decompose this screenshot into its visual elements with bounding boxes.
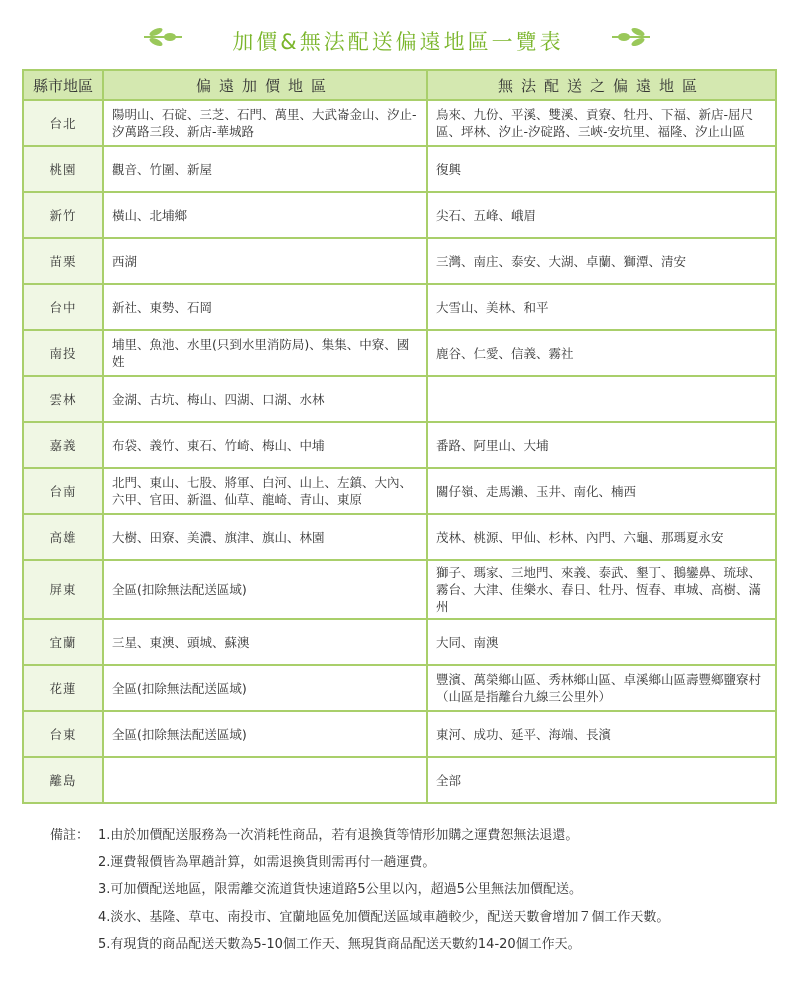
note-item — [50, 935, 780, 962]
remote-cell: 全區(扣除無法配送區域) — [103, 711, 427, 757]
note-text: 1.由於加價配送服務為一次消耗性商品，若有退換貨等情形加購之運費恕無法退還。 — [98, 828, 579, 843]
remote-cell: 橫山、北埔鄉 — [103, 192, 427, 238]
header-region: 縣市地區 — [23, 70, 103, 100]
table-row — [23, 100, 776, 146]
no-delivery-cell: 番路、阿里山、大埔 — [427, 422, 776, 468]
delivery-table — [22, 69, 777, 804]
header-remote-surcharge: 偏遠加價地區 — [103, 70, 427, 100]
no-delivery-cell: 關仔嶺、走馬瀨、玉井、南化、楠西 — [427, 468, 776, 514]
no-delivery-cell: 大雪山、美林、和平 — [427, 284, 776, 330]
region-cell: 台中 — [23, 284, 103, 330]
note-text: 3.可加價配送地區，限需離交流道貨快速道路5公里以內，超過5公里無法加價配送。 — [98, 882, 582, 898]
remote-cell: 新社、東勢、石岡 — [103, 284, 427, 330]
region-cell: 宜蘭 — [23, 619, 103, 665]
table-row — [23, 284, 776, 330]
no-delivery-cell: 三灣、南庄、泰安、大湖、卓蘭、獅潭、清安 — [427, 238, 776, 284]
note-text: 4.淡水、基隆、草屯、南投市、宜蘭地區免加價配送區域車趟較少，配送天數會增加７個工作天數。 — [98, 909, 670, 925]
no-delivery-cell — [427, 376, 776, 422]
region-cell: 台南 — [23, 468, 103, 514]
note-text: 2.運費報價皆為單趟計算，如需退換貨則需再付一趟運費。 — [98, 855, 436, 871]
no-delivery-cell: 鹿谷、仁愛、信義、霧社 — [427, 330, 776, 376]
remote-cell: 全區(扣除無法配送區域) — [103, 560, 427, 619]
table-row — [23, 376, 776, 422]
remote-cell: 觀音、竹圍、新屋 — [103, 146, 427, 192]
table-row — [23, 514, 776, 560]
table-row — [23, 330, 776, 376]
region-cell: 南投 — [23, 330, 103, 376]
no-delivery-cell: 大同、南澳 — [427, 619, 776, 665]
no-delivery-cell: 獅子、瑪家、三地門、來義、泰武、墾丁、鵝鑾鼻、琉球、霧台、大津、佳樂水、春日、牡丹、恆春、車城、高樹、滿州 — [427, 560, 776, 619]
leaf-ornament-right-icon — [610, 26, 652, 48]
notes-section — [50, 826, 780, 962]
remote-cell: 布袋、義竹、東石、竹崎、梅山、中埔 — [103, 422, 427, 468]
header-no-delivery: 無法配送之偏遠地區 — [427, 70, 776, 100]
table-header-row — [23, 70, 776, 100]
no-delivery-cell: 全部 — [427, 757, 776, 803]
no-delivery-cell: 復興 — [427, 146, 776, 192]
page-title: 加價&無法配送偏遠地區一覽表 — [232, 30, 564, 54]
note-item — [50, 880, 780, 907]
table-row — [23, 468, 776, 514]
remote-cell: 埔里、魚池、水里(只到水里消防局)、集集、中寮、國姓 — [103, 330, 427, 376]
note-text: 5.有現貨的商品配送天數為5-10個工作天、無現貨商品配送天數約14-20個工作天。 — [98, 936, 581, 952]
no-delivery-cell: 豐濱、萬榮鄉山區、秀林鄉山區、卓溪鄉山區壽豐鄉鹽寮村 （山區是指離台九線三公里外） — [427, 665, 776, 711]
no-delivery-cell: 尖石、五峰、峨眉 — [427, 192, 776, 238]
region-cell: 花蓮 — [23, 665, 103, 711]
table-row — [23, 422, 776, 468]
no-delivery-cell: 烏來、九份、平溪、雙溪、貢寮、牡丹、下福、新店-屈尺區、坪林、汐止-汐碇路、三峽-安坑里、福隆、汐止山區 — [427, 100, 776, 146]
region-cell: 高雄 — [23, 514, 103, 560]
notes-label: 備註： — [50, 828, 90, 843]
remote-cell: 西湖 — [103, 238, 427, 284]
table-row — [23, 192, 776, 238]
remote-cell: 陽明山、石碇、三芝、石門、萬里、大武崙金山、汐止-汐萬路三段、新店-華城路 — [103, 100, 427, 146]
table-row — [23, 146, 776, 192]
table-row — [23, 238, 776, 284]
region-cell: 台北 — [23, 100, 103, 146]
remote-cell: 金湖、古坑、梅山、四湖、口湖、水林 — [103, 376, 427, 422]
remote-cell — [103, 757, 427, 803]
remote-cell: 大樹、田寮、美濃、旗津、旗山、林園 — [103, 514, 427, 560]
no-delivery-cell: 東河、成功、延平、海端、長濱 — [427, 711, 776, 757]
region-cell: 嘉義 — [23, 422, 103, 468]
table-row — [23, 711, 776, 757]
note-item — [50, 908, 780, 935]
table-row — [23, 665, 776, 711]
region-cell: 雲林 — [23, 376, 103, 422]
remote-cell: 三星、東澳、頭城、蘇澳 — [103, 619, 427, 665]
region-cell: 台東 — [23, 711, 103, 757]
table-row — [23, 619, 776, 665]
no-delivery-cell: 茂林、桃源、甲仙、杉林、內門、六龜、那瑪夏永安 — [427, 514, 776, 560]
note-item — [50, 853, 780, 880]
region-cell: 屏東 — [23, 560, 103, 619]
table-row — [23, 560, 776, 619]
region-cell: 離島 — [23, 757, 103, 803]
region-cell: 新竹 — [23, 192, 103, 238]
note-item — [50, 826, 780, 853]
title-area — [0, 0, 796, 70]
remote-cell: 北門、東山、七股、將軍、白河、山上、左鎮、大內、六甲、官田、新溫、仙草、龍崎、青山、東原 — [103, 468, 427, 514]
remote-cell: 全區(扣除無法配送區域) — [103, 665, 427, 711]
region-cell: 桃園 — [23, 146, 103, 192]
table-row — [23, 757, 776, 803]
region-cell: 苗栗 — [23, 238, 103, 284]
